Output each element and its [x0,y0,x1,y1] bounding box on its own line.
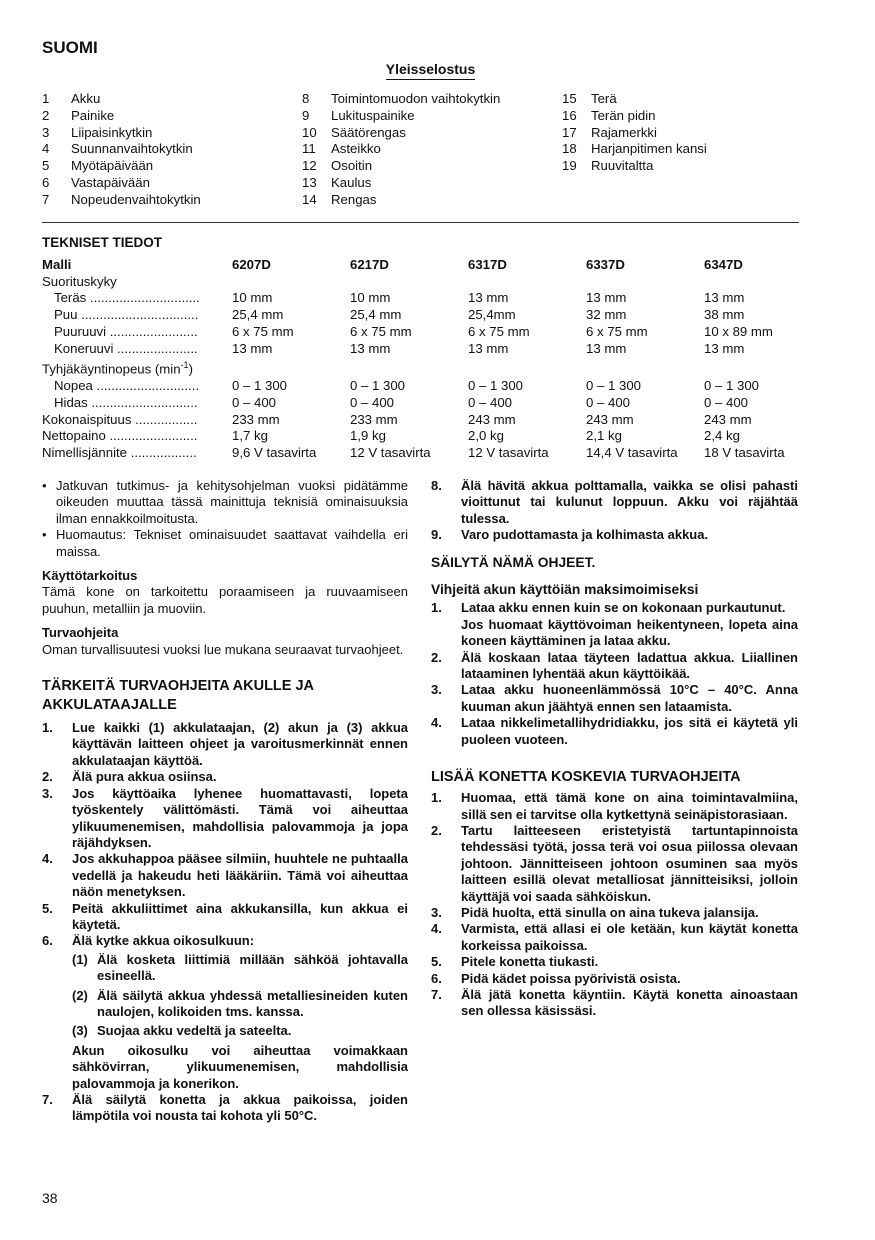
item-number: 4. [431,921,442,937]
safety-text: Oman turvallisuutesi vuoksi lue mukana seuraavat turvaohjeet. [42,641,404,657]
spec-label-text: Hidas [54,395,88,411]
list-item [431,823,798,905]
item-text [461,478,798,527]
item-text-main: Älä kytke akkua oikosulkuun: [72,933,255,949]
part-number: 18 [562,141,577,157]
part-item [42,125,201,142]
part-number: 11 [302,141,316,157]
noload-speed-row [40,357,820,378]
spec-value: 0 – 1 300 [232,378,287,394]
page-number: 38 [42,1190,58,1206]
part-item [302,91,500,108]
item-number: 2. [431,822,442,838]
list-item [431,715,798,748]
specs-title: TEKNISET TIEDOT [42,235,163,250]
spec-row [40,412,820,429]
spec-value: 13 mm [704,290,745,306]
part-item [562,108,707,125]
part-item [302,141,500,158]
part-label: Nopeudenvaihtokytkin [71,191,201,207]
part-label: Rajamerkki [591,124,657,140]
part-item [42,141,201,158]
spec-value: 10 x 89 mm [704,323,773,339]
spec-value: 13 mm [468,340,509,356]
part-label: Terä [591,91,617,106]
part-item [562,125,707,142]
battery-heading: TÄRKEITÄ TURVAOHJEITA AKULLE JA AKKULATAAJALLE [42,678,314,714]
sub-list [72,952,408,1040]
item-text [461,650,798,683]
spec-value: 32 mm [586,307,627,323]
spec-value: 243 mm [468,411,516,427]
item-text-main: Pitele konetta tiukasti. [461,954,599,970]
part-number: 8 [302,91,310,106]
item-text [72,901,408,934]
part-number: 6 [42,174,50,190]
spec-value: 6 x 75 mm [468,323,530,339]
spec-label-text: Puuruuvi [54,323,107,339]
spec-value: 0 – 1 300 [704,378,759,394]
item-text-extra: Jos huomaat käyttövoiman heikentyneen, lopeta aina koneen käyttäminen ja lataa akku. [461,616,798,649]
spec-value: 233 mm [232,411,280,427]
purpose-text: Tämä kone on tarkoitettu poraamiseen ja ruuvaamiseen puuhun, metalliin ja muoviin. [42,584,408,616]
spec-row [40,324,820,341]
item-number: 7. [431,986,442,1002]
part-number: 5 [42,158,50,174]
part-label: Toimintomuodon vaihtokytkin [331,91,501,106]
spec-value: 10 mm [232,290,273,306]
purpose-title: Käyttötarkoitus [42,568,138,584]
spec-value: 1,7 kg [232,428,268,444]
spec-label-text: Kokonaispituus [42,411,132,427]
spec-value: 1,9 kg [350,428,386,444]
spec-value: 25,4mm [468,307,516,323]
leader-dots: ........................ [105,428,198,444]
specs-table [40,257,820,462]
item-number: 1. [42,720,53,736]
part-item [42,175,201,192]
spec-value: 0 – 400 [232,395,276,411]
left-column [42,478,408,1125]
part-item [562,141,707,158]
part-label: Vastapäivään [71,174,150,190]
item-text [461,905,798,921]
note-item: • Huomautus: Tekniset ominaisuudet saattavat vaihdella eri maissa. [42,527,408,560]
part-label: Säätörengas [331,124,406,140]
list-item [431,921,798,954]
item-number: 6. [431,970,442,986]
item-text [461,682,798,715]
overview-title [0,61,875,77]
spec-value: 38 mm [704,307,745,323]
part-label: Liipaisinkytkin [71,124,153,140]
spec-value: 13 mm [232,340,273,356]
list-item [431,987,798,1020]
battery-safety-list-end [42,1092,408,1125]
part-number: 13 [302,174,317,190]
leader-dots: ............................ [92,378,200,394]
item-number: 1. [431,600,442,616]
sub-item [72,1023,408,1039]
list-item [42,851,408,900]
item-text [72,933,408,949]
machine-safety-list [431,790,798,1020]
item-text-main: Peitä akkuliittimet aina akkukansilla, kun akkua ei käytetä. [72,900,408,932]
part-label: Harjanpitimen kansi [591,141,707,157]
sub-text: Suojaa akku vedeltä ja sateelta. [97,1023,292,1039]
part-number: 3 [42,124,50,140]
item-number: 3. [431,682,442,698]
section-divider [42,222,799,223]
note-item: • Jatkuvan tutkimus- ja kehitysohjelman vuoksi pidätämme oikeuden muuttaa tässä mainittuja teknisiä ominaisuuksia ilman ennakkoilmoitusta. [42,478,408,527]
spec-value: 13 mm [350,340,391,356]
battery-item [42,1092,408,1125]
spec-value: 10 mm [350,290,391,306]
model-label: Malli [42,257,72,272]
sub-number: (1) [72,951,88,967]
list-item [431,600,798,649]
spec-value: 12 V tasavirta [468,445,549,461]
part-item [302,192,500,209]
leader-dots: ............................. [87,395,198,411]
item-text-main: Lue kaikki (1) akkulataajan, (2) akun ja (3) akkua käyttävän laitteen ohjeet ja varoitusmerkinnät ennen akkulataajan käyttöä. [72,720,408,768]
spec-value: 25,4 mm [350,307,402,323]
sub-text: Älä kosketa liittimiä millään sähköä johtavalla esineellä. [97,951,408,984]
spec-value: 18 V tasavirta [704,445,785,461]
spec-value: 243 mm [586,411,634,427]
short-circuit-sublist [42,952,408,1092]
spec-value: 14,4 V tasavirta [586,445,678,461]
sub-text: Älä säilytä akkua yhdessä metalliesineiden kuten naulojen, kolikoiden tms. kanssa. [97,987,408,1019]
sub-item [72,952,408,985]
part-label: Myötäpäivään [71,158,154,174]
spec-label-text: Teräs [54,290,87,306]
leader-dots: ...................... [113,340,198,356]
item-number: 8. [431,478,442,493]
part-number: 1 [42,91,50,106]
list-item [42,720,408,769]
list-item [42,786,408,852]
spec-label [40,428,230,445]
item-number: 5. [431,954,442,970]
spec-label [40,341,230,358]
list-item [431,682,798,715]
language-heading: SUOMI [42,38,98,57]
part-item [302,175,500,192]
item-text [461,954,798,970]
part-label: Osoitin [331,158,373,174]
spec-value: 243 mm [704,411,752,427]
spec-value: 233 mm [350,411,398,427]
spec-row [40,378,820,395]
item-text-main: Älä hävitä akkua polttamalla, vaikka se olisi pahasti vioittunut tai kulunut loppuun. Akku voi räjähtää tulessa. [461,478,798,526]
spec-row [40,307,820,324]
list-item [42,933,408,949]
item-text-main: Pidä kädet poissa pyörivistä osista. [461,970,681,986]
spec-label-text: Nimellisjännite [42,445,128,461]
spec-row [40,341,820,358]
list-item [431,650,798,683]
machine-safety-heading: LISÄÄ KONETTA KOSKEVIA TURVAOHJEITA [431,769,741,786]
list-item [431,790,798,823]
spec-value: 6 x 75 mm [586,323,648,339]
spec-value: 13 mm [704,340,745,356]
spec-value: 12 V tasavirta [350,445,431,461]
list-item [431,527,798,543]
specs-header-row [40,257,820,274]
part-label: Akku [71,91,101,106]
part-number: 9 [302,107,310,123]
part-item [42,108,201,125]
spec-value: 0 – 1 300 [468,378,523,394]
spec-label [40,290,230,307]
part-number: 14 [302,191,317,207]
leader-dots: .................. [127,445,197,461]
spec-label-text: Nopea [54,378,93,394]
part-label: Terän pidin [591,107,656,123]
part-number: 2 [42,107,50,123]
spec-value: 0 – 400 [586,395,630,411]
sub-number: (2) [72,987,88,1003]
item-text: Älä säilytä konetta ja akkua paikoissa, joiden lämpötila voi nousta tai kohota yli 50°C. [72,1092,408,1124]
spec-row [40,428,820,445]
part-label: Rengas [331,191,377,207]
spec-label [40,378,230,395]
overview-title-text: Yleisselostus [386,61,476,80]
part-label: Ruuvitaltta [591,158,654,174]
item-text [72,720,408,769]
part-label: Lukituspainike [331,107,415,123]
spec-value: 6 x 75 mm [232,323,294,339]
parts-column-3 [562,91,707,175]
spec-value: 0 – 400 [704,395,748,411]
item-text [461,600,798,649]
model-name: 6207D [232,257,271,272]
noload-speed-label [40,357,820,378]
item-text [461,527,798,543]
item-text-main: Varo pudottamasta ja kolhimasta akkua. [461,527,709,543]
part-number: 10 [302,124,317,140]
spec-value: 9,6 V tasavirta [232,445,317,461]
model-name: 6347D [704,257,743,272]
tips-heading: Vihjeitä akun käyttöiän maksimoimiseksi [431,582,699,598]
spec-row [40,290,820,307]
noload-sup: -1 [180,360,189,371]
spec-value: 0 – 1 300 [350,378,405,394]
spec-value: 13 mm [586,340,627,356]
item-text-main: Jos akkuhappoa pääsee silmiin, huuhtele ne puhtaalla vedellä ja hakeudu heti lääkäriin. Tämä voi aiheuttaa näön menetyksen. [72,851,408,900]
item-text-main: Huomaa, että tämä kone on aina toimintavalmiina, sillä sen ei tarvitse olla kytkettynä seinäpistorasiaan. [461,790,798,822]
notes-list [42,478,408,560]
list-item [431,905,798,921]
item-number: 4. [431,715,442,731]
sub-number: (3) [72,1023,88,1039]
part-number: 4 [42,141,50,157]
spec-label [40,395,230,412]
part-item [42,192,201,209]
item-number: 9. [431,527,442,543]
item-number: 2. [431,649,442,665]
item-number: 1. [431,790,442,806]
part-label: Kaulus [331,174,372,190]
spec-label [40,324,230,341]
part-item [42,91,201,108]
item-text [461,715,798,748]
list-item [42,901,408,934]
item-number: 7. [42,1092,53,1107]
noload-text: Tyhjäkäyntinopeus (min [42,361,181,377]
part-number: 17 [562,124,577,140]
item-number: 5. [42,900,53,916]
item-text [72,851,408,900]
list-item [42,769,408,785]
spec-value: 2,4 kg [704,428,740,444]
safety-title: Turvaohjeita [42,625,119,641]
spec-value: 0 – 1 300 [586,378,641,394]
item-text [461,823,798,905]
spec-value: 25,4 mm [232,307,284,323]
list-item [431,478,798,527]
part-item [302,125,500,142]
part-item [302,108,500,125]
item-text-main: Tartu laitteeseen eristetyistä tartuntapinnoista tehdessäsi työtä, jossa terä voi osua piilossa olevaan johtoon. Jännitteiseen johtoon osuminen saa myös laitteen esillä olevat metalliosat jännitteisiksi, jolloin käyttäjä voi saada sähköiskun. [461,822,798,904]
part-number: 7 [42,191,50,207]
parts-column-2 [302,91,500,209]
leader-dots: ................. [131,411,198,427]
model-name: 6337D [586,257,625,272]
item-text-main: Pidä huolta, että sinulla on aina tukeva jalansija. [461,904,759,920]
part-item [562,158,707,175]
part-number: 19 [562,158,577,174]
noload-close: ) [188,361,193,377]
spec-value: 2,0 kg [468,428,504,444]
item-number: 3. [431,904,442,920]
item-number: 4. [42,851,53,867]
item-text-main: Lataa akku huoneenlämmössä 10°C – 40°C. Anna kuuman akun jäähtyä ennen sen lataamista. [461,682,798,714]
battery-safety-list-cont [431,478,798,544]
spec-label [40,307,230,324]
part-number: 15 [562,91,577,106]
parts-column-1 [42,91,201,209]
part-item [42,158,201,175]
spec-value: 6 x 75 mm [350,323,412,339]
save-instructions-heading: SÄILYTÄ NÄMÄ OHJEET. [431,554,596,570]
part-number: 12 [302,158,317,174]
item-text [461,921,798,954]
leader-dots: .............................. [86,290,200,306]
item-text [461,971,798,987]
item-text-main: Lataa akku ennen kuin se on kokonaan purkautunut. [461,600,786,616]
sub-item [72,988,408,1021]
item-text [461,790,798,823]
spec-value: 13 mm [468,290,509,306]
spec-value: 0 – 400 [350,395,394,411]
item-text [461,987,798,1020]
capacity-label: Suorituskyky [42,273,117,289]
item-text-main: Lataa nikkelimetallihydridiakku, jos sitä ei käytetä yli puoleen vuoteen. [461,715,798,747]
item-text-main: Älä pura akkua osiinsa. [72,769,217,785]
part-item [302,158,500,175]
spec-row [40,445,820,462]
battery-safety-list [42,720,408,950]
item-number: 2. [42,769,53,785]
list-item [431,954,798,970]
spec-label-text: Koneruuvi [54,340,114,356]
item-text-main: Jos käyttöaika lyhenee huomattavasti, lopeta työskentely välittömästi. Tämä voi aiheuttaa ylikuumenemisen, mahdollisia palovammoja ja jopa räjähdyksen. [72,785,408,850]
list-item [431,971,798,987]
item-text [72,769,408,785]
item-text-main: Älä jätä konetta käyntiin. Käytä konetta ainoastaan sen ollessa käsissäsi. [461,986,798,1019]
spec-value: 13 mm [586,290,627,306]
part-label: Painike [71,107,115,123]
spec-row [40,395,820,412]
spec-label-text: Nettopaino [42,428,106,444]
spec-label [40,445,230,462]
spec-label-text: Puu [54,307,78,323]
short-circuit-note: Akun oikosulku voi aiheuttaa voimakkaan sähkövirran, ylikuumenemisen, mahdollisia palovammoja ja konerikon. [72,1042,408,1091]
item-text [72,786,408,852]
part-label: Asteikko [331,141,381,157]
model-name: 6217D [350,257,389,272]
spec-value: 2,1 kg [586,428,622,444]
right-column [431,478,798,1020]
item-text-main: Älä koskaan lataa täyteen ladattua akkua. Liiallinen lataaminen lyhentää akun käyttöikää. [461,649,798,682]
capacity-row [40,274,820,291]
part-item [562,91,707,108]
item-number: 6. [42,933,53,949]
tips-list [431,600,798,748]
item-text-main: Varmista, että allasi ei ole ketään, kun käytät konetta korkeissa paikoissa. [461,921,798,953]
spec-label [40,412,230,429]
part-number: 16 [562,107,577,123]
part-label: Suunnanvaihtokytkin [71,141,193,157]
item-number: 3. [42,785,53,801]
leader-dots: ........................ [106,323,198,339]
spec-value: 0 – 400 [468,395,512,411]
leader-dots: ................................ [77,307,199,323]
model-name: 6317D [468,257,507,272]
